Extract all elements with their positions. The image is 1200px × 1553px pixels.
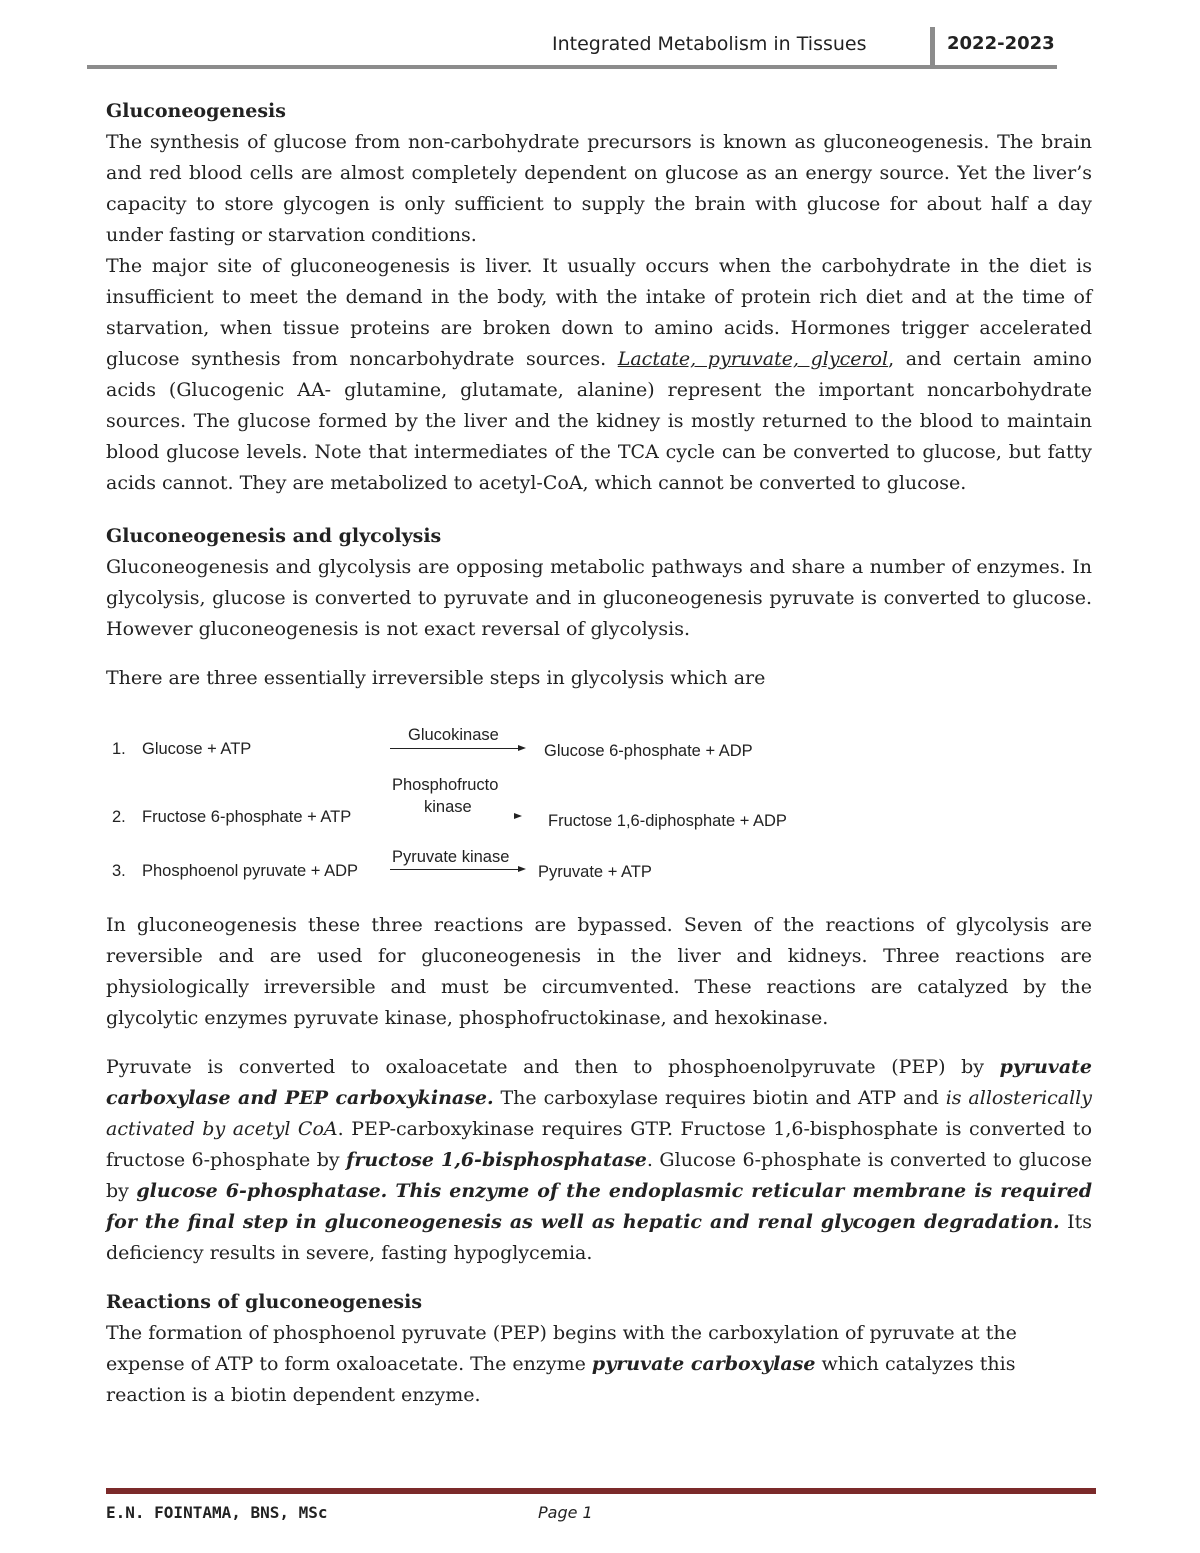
emph-pyruvate-carboxylase-2: pyruvate carboxylase xyxy=(591,1353,816,1375)
underlined-precursors: Lactate, pyruvate, glycerol xyxy=(617,348,889,370)
text-run: . PEP-carboxykinase requires GTP. Fructose 1,6-bisphosphate is converted to fructose 6-phosphate by xyxy=(106,1118,1093,1171)
reaction-2-number: 2. xyxy=(112,808,126,826)
reaction-2-enzyme-line2: kinase xyxy=(424,798,472,816)
paragraph-irreversible-intro: There are three essentially irreversible steps in glycolysis which are xyxy=(106,667,766,689)
reaction-3-product: Pyruvate + ATP xyxy=(538,863,652,881)
reaction-1-product: Glucose 6-phosphate + ADP xyxy=(544,742,753,760)
heading-reactions: Reactions of gluconeogenesis xyxy=(106,1291,423,1313)
text-run: Its deficiency results in severe, fasting hypoglycemia. xyxy=(106,1211,1092,1264)
reaction-2-substrate: Fructose 6-phosphate + ATP xyxy=(142,808,352,826)
paragraph-pep-formation xyxy=(106,1318,1092,1411)
text-run: , and certain amino acids (Glucogenic AA- glutamine, glutamate, alanine) represent the important noncarbohydrate sources. The glucose formed by the liver and the kidney is mostly returned to the blood to maintain blood glucose levels. Note that intermediates of the TCA cycle can be converted to glucose, but fatty acids cannot. They are metabolized to acetyl-CoA, which cannot be converted to glucose. xyxy=(106,348,1092,494)
reaction-1-number: 1. xyxy=(112,740,126,758)
reaction-2-product: Fructose 1,6-diphosphate + ADP xyxy=(548,812,787,830)
paragraph-major-site xyxy=(106,251,1092,499)
reaction-1-arrowhead xyxy=(518,745,526,751)
footer-page-number: Page 1 xyxy=(538,1503,593,1522)
paragraph-bypassed: In gluconeogenesis these three reactions are bypassed. Seven of the reactions of glycolysis are reversible and are used for gluconeogenesis in the liver and kidneys. Three reactions are physiologically irreversible and must be circumvented. These reactions are catalyzed by the glycolytic enzymes pyruvate kinase, phosphofructokinase, and hexokinase. xyxy=(106,914,1092,1029)
header-rule xyxy=(87,65,1057,69)
emph-fructose-bisphosphatase: fructose 1,6-bisphosphatase xyxy=(346,1149,647,1171)
emph-glucose-6-phosphatase: glucose 6-phosphatase. This enzyme of the endoplasmic reticular membrane is required for the final step in gluconeogenesis as well as hepatic and renal glycogen degradation. xyxy=(106,1180,1092,1233)
text-run: The formation of phosphoenol pyruvate (PEP) begins with the carboxylation of pyruvate at the expense of ATP to form oxaloacetate. The enzyme xyxy=(106,1322,1017,1375)
paragraph-bypass-enzymes xyxy=(106,1052,1092,1269)
reaction-3-arrow xyxy=(390,869,520,870)
reaction-1-substrate: Glucose + ATP xyxy=(142,740,252,758)
reaction-2-arrowhead xyxy=(514,813,522,819)
reaction-3-enzyme: Pyruvate kinase xyxy=(392,848,510,866)
header-title: Integrated Metabolism in Tissues xyxy=(552,33,867,55)
text-run: . Glucose 6-phosphate is converted to glucose by xyxy=(106,1149,1093,1202)
emph-allosteric: is allosterically activated by acetyl CoA xyxy=(106,1087,1092,1140)
reaction-3-arrowhead xyxy=(518,866,526,872)
text-run: The carboxylase requires biotin and ATP and xyxy=(493,1087,946,1109)
paragraph-opposing: Gluconeogenesis and glycolysis are opposing metabolic pathways and share a number of enzymes. In glycolysis, glucose is converted to pyruvate and in gluconeogenesis pyruvate is converted to glucose. However gluconeogenesis is not exact reversal of glycolysis. xyxy=(106,556,1092,640)
reaction-3-substrate: Phosphoenol pyruvate + ADP xyxy=(142,862,359,880)
reaction-2-enzyme-line1: Phosphofructo xyxy=(392,776,499,794)
reaction-1-enzyme: Glucokinase xyxy=(408,726,499,744)
heading-gluconeogenesis: Gluconeogenesis xyxy=(106,100,286,122)
emph-pyruvate-carboxylase: pyruvate carboxylase and PEP carboxykinase. xyxy=(106,1056,1092,1109)
reaction-1-arrow xyxy=(390,748,520,749)
reaction-3-number: 3. xyxy=(112,862,126,880)
heading-gluco-glycolysis: Gluconeogenesis and glycolysis xyxy=(106,525,442,547)
text-run: which catalyzes this reaction is a biotin dependent enzyme. xyxy=(106,1353,1016,1406)
document-body xyxy=(106,96,1092,1411)
footer-rule xyxy=(106,1488,1096,1494)
text-run: The major site of gluconeogenesis is liver. It usually occurs when the carbohydrate in the diet is insufficient to meet the demand in the body, with the intake of protein rich diet and at the time of starvation, when tissue proteins are broken down to amino acids. Hormones trigger accelerated glucose synthesis from noncarbohydrate sources. xyxy=(106,255,1092,370)
header-year: 2022-2023 xyxy=(947,33,1055,54)
paragraph-intro: The synthesis of glucose from non-carbohydrate precursors is known as gluconeogenesis. The brain and red blood cells are almost completely dependent on glucose as an energy source. Yet the liver’s capacity to store glycogen is only sufficient to supply the brain with glucose for about half a day under fasting or starvation conditions. xyxy=(106,131,1092,246)
text-run: Pyruvate is converted to oxaloacetate and then to phosphoenolpyruvate (PEP) by xyxy=(106,1056,1000,1078)
reaction-figure xyxy=(106,708,1092,898)
header-divider xyxy=(930,27,935,67)
footer-author: E.N. FOINTAMA, BNS, MSc xyxy=(106,1503,328,1522)
